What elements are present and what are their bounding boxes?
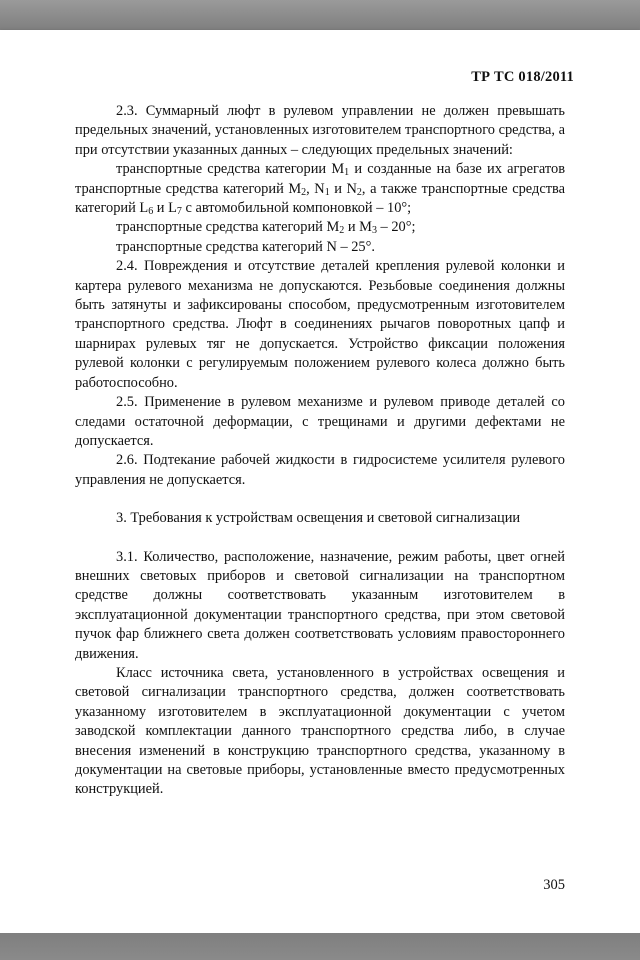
section-3-title: 3. Требования к устройствам освещения и световой сигнализации <box>116 510 521 527</box>
paragraph-category-n: транспортные средства категорий N – 25°. <box>116 238 375 255</box>
paragraph-2-4: 2.4. Повреждения и отсутствие деталей крепления рулевой колонки и картера рулевого механизма не допускаются. Резьбовые соединения должны быть затянуты и зафиксированы способом, предусмотренным изготовителем транспортного средства. Люфт в соединениях рычагов поворотных цапф и шарнирах рулевых тяг не допускается. Устройство фиксации положения рулевой колонки с регулируемым положением рулевого колеса должно быть работоспособно. <box>75 258 565 391</box>
paragraph-3-1: 3.1. Количество, расположение, назначение, режим работы, цвет огней внешних световых приборов и световой сигнализации на транспортном средстве должны соответствовать указанным изготовителем в эксплуатационной документации транспортного средства, при этом световой пучок фар ближнего света должен соответствовать условиям правостороннего движения. <box>75 548 565 662</box>
page-body <box>75 102 565 800</box>
page-header: ТР ТС 018/2011 <box>471 69 574 85</box>
paragraph-category-m1: транспортные средства категории $M_1$ и созданные на базе их агрегатов транспортные средства категорий $M_2$, $N_1$ и $N_2$, а также транспортные средства категорий $L_6$ и $L_7$ с автомобильной компоновкой – 10°; <box>75 161 565 218</box>
paragraph-2-3: 2.3. Суммарный люфт в рулевом управлении не должен превышать предельных значений, установленных изготовителем транспортного средства, а при отсутствии указанных данных – следующих предельных значений: <box>75 103 565 158</box>
paragraph-light-source-class: Класс источника света, установленного в устройствах освещения и световой сигнализации транспортного средства, должен соответствовать указанному изготовителем в эксплуатационной документации с учетом заводской комплектации данного транспортного средства либо, в случае внесения изменений в конструкцию транспортного средства, указанному в документации на световые приборы, установленные вместо предусмотренных конструкцией. <box>75 664 565 798</box>
viewer-bottom-bar <box>0 933 640 960</box>
viewer-top-bar <box>0 0 640 30</box>
paragraph-2-5: 2.5. Применение в рулевом механизме и рулевом приводе деталей со следами остаточной деформации, с трещинами и другими дефектами не допускается. <box>75 394 565 449</box>
paragraph-category-m2: транспортные средства категорий $M_2$ и $M_3 - 20^\circ$; <box>116 219 416 237</box>
document-page <box>0 30 640 933</box>
paragraph-2-6: 2.6. Подтекание рабочей жидкости в гидросистеме усилителя рулевого управления не допускается. <box>75 452 565 488</box>
page-number: 305 <box>543 877 565 893</box>
